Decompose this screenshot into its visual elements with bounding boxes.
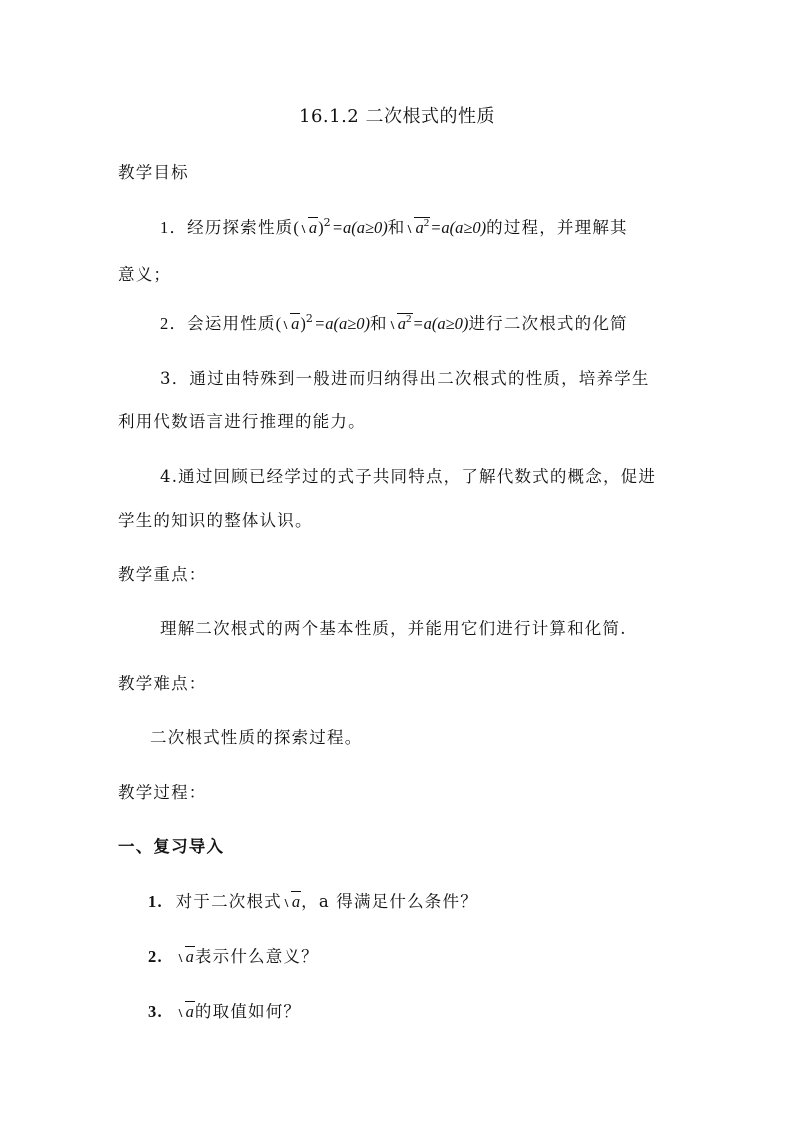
- difficult-points-text: 二次根式性质的探索过程。: [150, 728, 363, 747]
- heading-difficult-points: 教学难点：: [118, 674, 207, 693]
- goal-1-text-a: 经历探索性质: [187, 218, 294, 237]
- section-1-heading: 一、复习导入: [118, 837, 225, 856]
- exponent: 2: [423, 217, 430, 229]
- paren-open: (: [275, 314, 282, 333]
- exponent: 2: [406, 313, 412, 325]
- sqrt-a-expression: [282, 890, 301, 914]
- goal-2-text-a: 会运用性质: [187, 314, 276, 333]
- sqrt-a-expression: [281, 312, 300, 336]
- goal-2-text-and: 和: [370, 314, 388, 333]
- heading-key-points: 教学重点：: [118, 565, 207, 584]
- paren-open: (: [293, 218, 299, 237]
- goal-1-text-and: 和: [387, 218, 406, 237]
- question-1-text-a: 对于二次根式: [175, 892, 282, 911]
- paren-close: ): [318, 218, 324, 237]
- paren-close: ): [300, 314, 306, 333]
- radicand: a: [291, 892, 301, 911]
- key-points-text: 理解二次根式的两个基本性质，并能用它们进行计算和化简.: [160, 619, 627, 638]
- sqrt-a-squared-expression: [405, 216, 430, 240]
- sqrt-a-squared-expression: [388, 312, 413, 336]
- sqrt-a-expression: [299, 216, 318, 240]
- question-3: [148, 1000, 301, 1024]
- question-3-text: 的取值如何？: [194, 1002, 302, 1021]
- sqrt-a-expression: [176, 1000, 195, 1024]
- question-1: [148, 890, 478, 914]
- goal-1-line: [160, 216, 628, 240]
- goal-2-text-b: 进行二次根式的化简: [468, 314, 628, 333]
- heading-teaching-process: 教学过程：: [118, 783, 207, 802]
- question-1-number: 1.: [148, 892, 163, 911]
- radicand: a: [291, 314, 300, 333]
- question-2: [148, 945, 319, 969]
- heading-teaching-goals: 教学目标: [118, 163, 189, 182]
- goal-4-line-2: 学生的知识的整体认识。: [118, 511, 313, 530]
- question-2-text: 表示什么意义？: [194, 947, 319, 966]
- goal-1-equation-2: =a(a≥0): [430, 218, 487, 237]
- radicand: $a^2$: [397, 313, 412, 333]
- question-3-number: 3.: [148, 1002, 163, 1021]
- exponent: 2: [323, 216, 332, 229]
- radicand: a: [308, 218, 318, 237]
- goal-2-number: 2．: [160, 314, 188, 333]
- goal-3-line-1: 3．通过由特殊到一般进而归纳得出二次根式的性质，培养学生: [160, 369, 650, 388]
- goal-2-equation-2: =a(a≥0): [412, 314, 469, 333]
- radicand: a: [185, 1002, 194, 1021]
- sqrt-a-expression: [176, 945, 195, 969]
- goal-1-number: 1．: [160, 218, 188, 237]
- goal-1-continuation: 意义；: [118, 265, 172, 284]
- goal-2-equation-1: =a(a≥0): [314, 314, 371, 333]
- exponent: 2: [305, 312, 315, 325]
- page-title: 16.1.2 二次根式的性质: [299, 106, 495, 127]
- goal-4-line-1: 4.通过回顾已经学过的式子共同特点，了解代数式的概念，促进: [160, 467, 657, 486]
- question-2-number: 2.: [148, 947, 163, 966]
- goal-3-line-2: 利用代数语言进行推理的能力。: [118, 412, 366, 431]
- goal-1-text-b: 的过程，并理解其: [486, 218, 628, 237]
- goal-1-equation-1: =a(a≥0): [331, 218, 388, 237]
- question-1-text-b: ，a 得满足什么条件？: [301, 892, 478, 911]
- radicand: $a^2$: [415, 217, 430, 237]
- radicand: a: [185, 947, 194, 966]
- goal-2-line: [160, 312, 628, 336]
